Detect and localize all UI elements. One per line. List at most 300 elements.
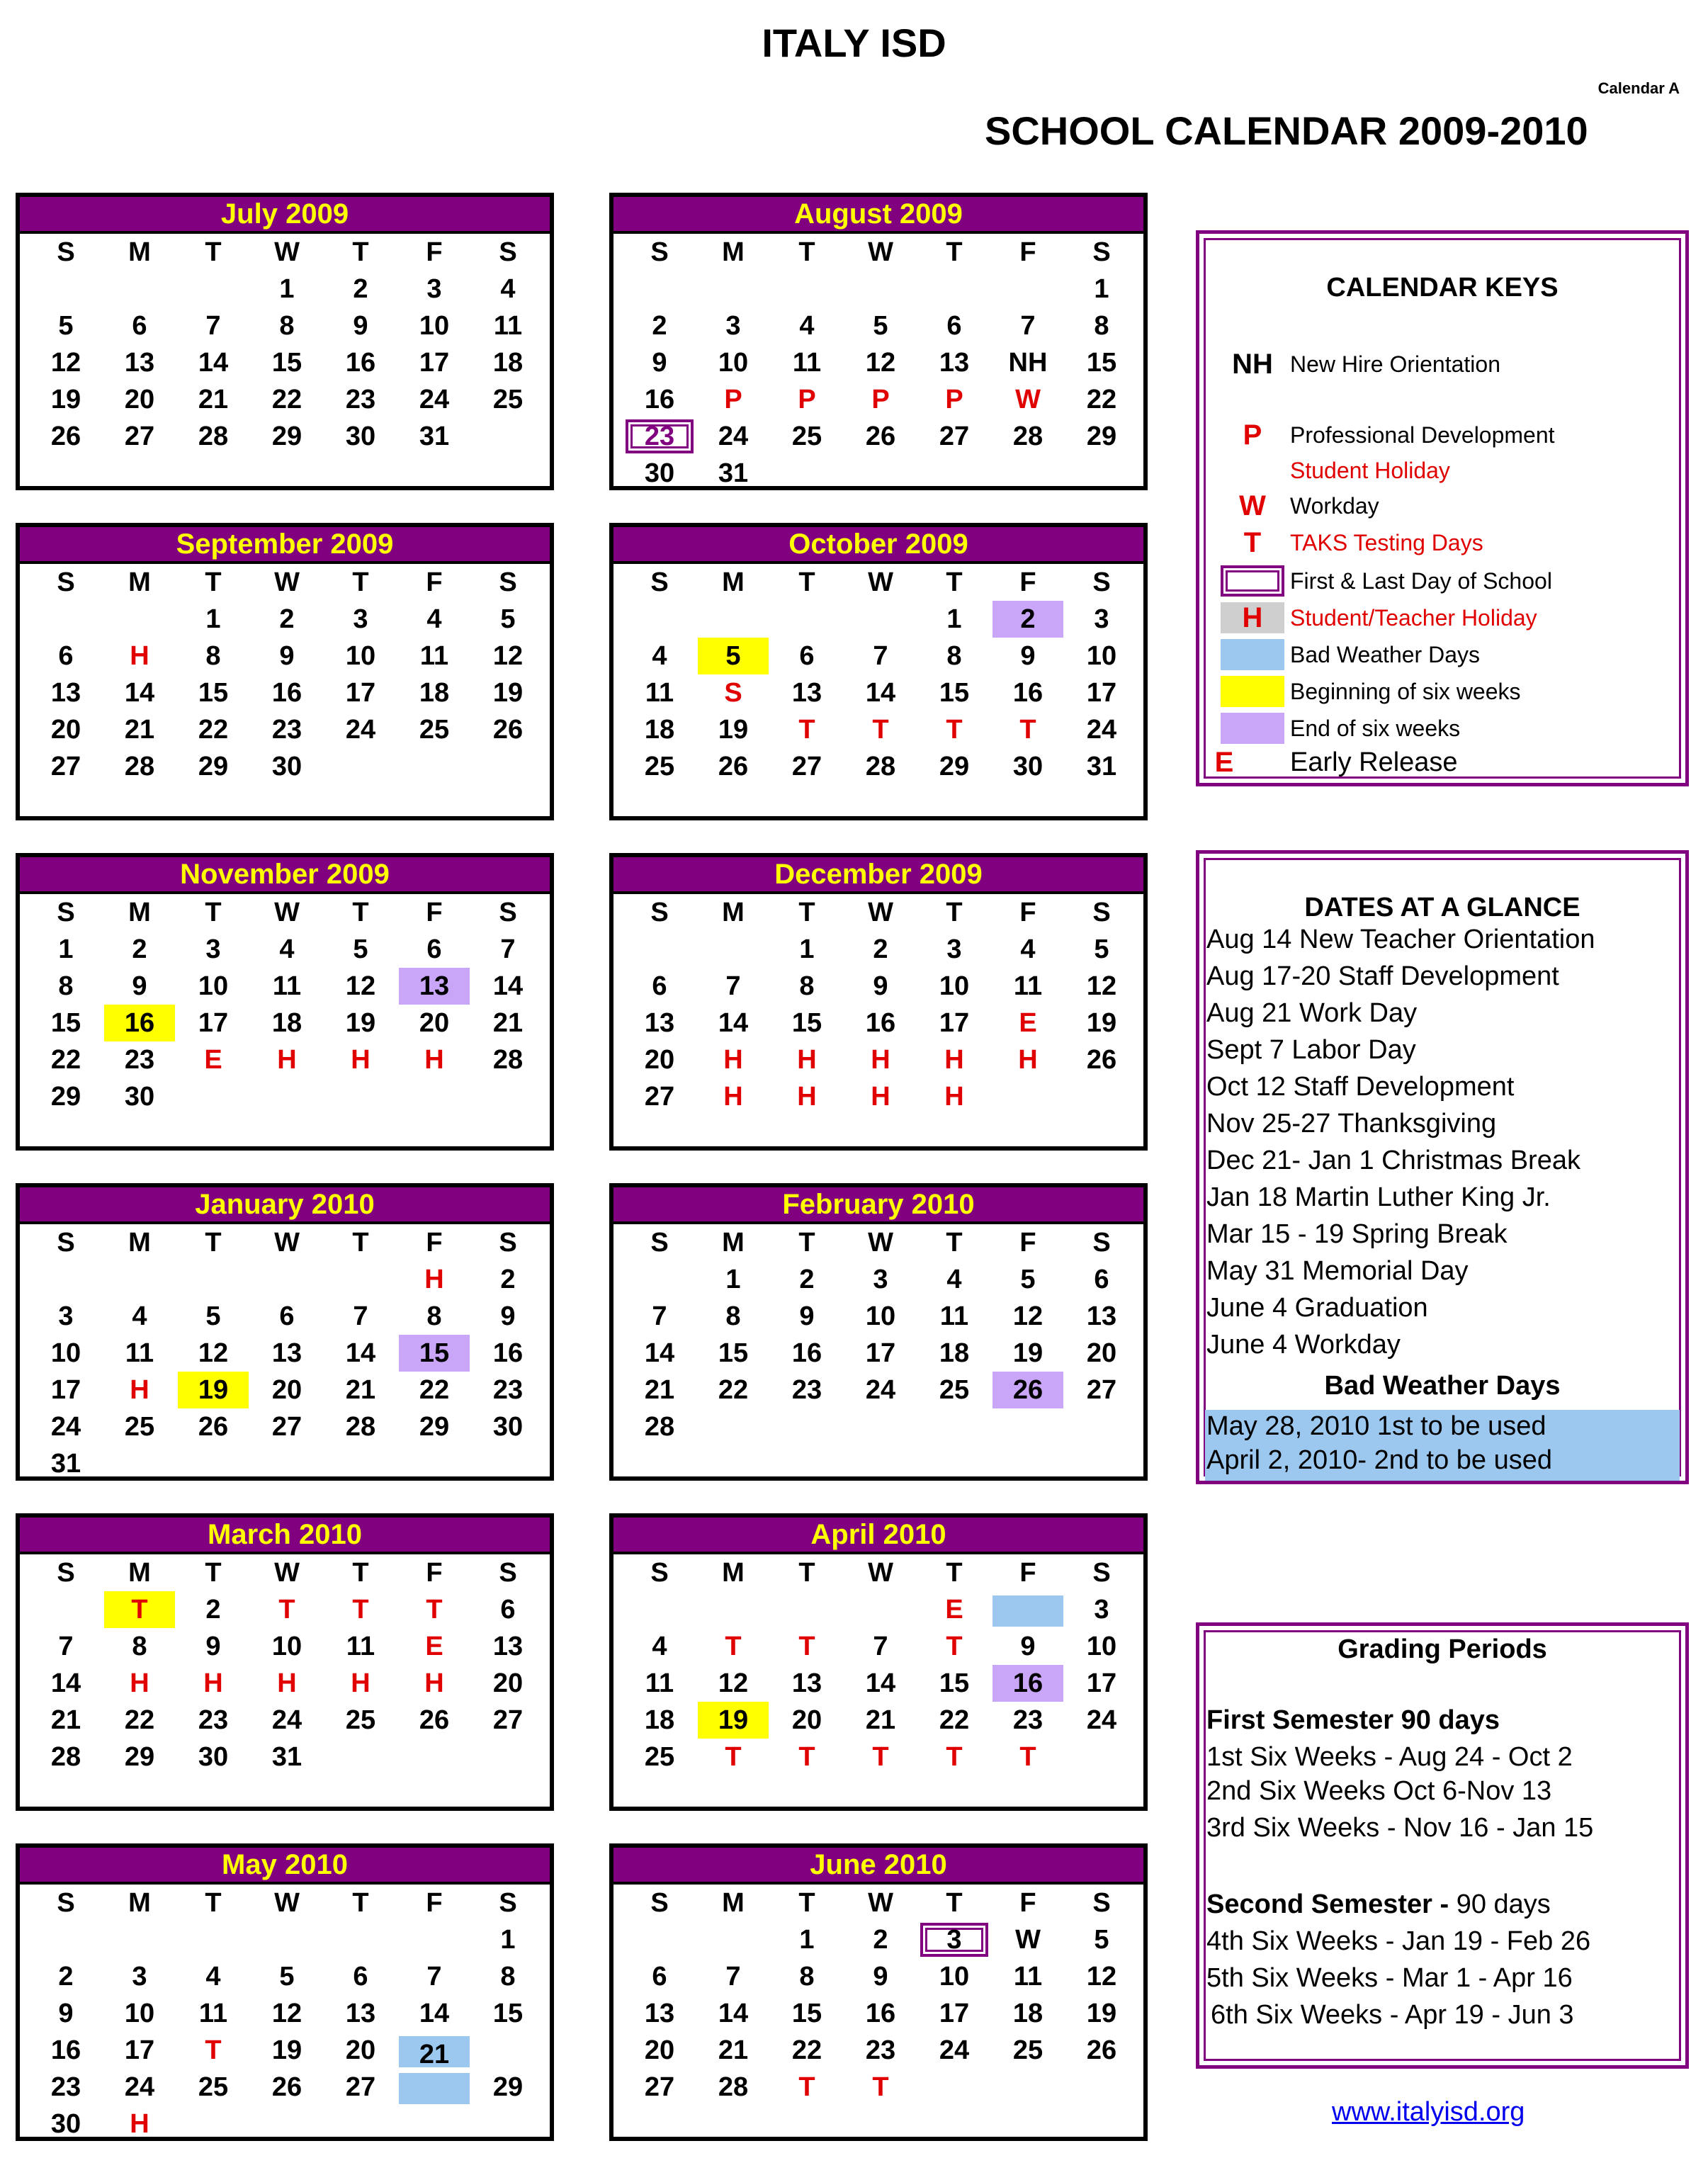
day-cell (1065, 1261, 1138, 1298)
day-value: 26 (1086, 1045, 1117, 1075)
day-cell (471, 344, 545, 381)
day-cell (471, 1372, 545, 1408)
day-cell (397, 1995, 471, 2032)
day-value: 16 (791, 1338, 822, 1368)
day-value: E (1019, 1008, 1037, 1038)
day-cell (176, 674, 250, 711)
day-cell (991, 344, 1065, 381)
weekday-label: T (352, 898, 369, 927)
day-cell (324, 271, 397, 307)
day-value: 7 (205, 311, 221, 341)
day-cell (250, 748, 324, 785)
glance-item: Oct 12 Staff Development (1206, 1072, 1515, 1102)
day-value: 14 (345, 1338, 376, 1368)
day-value: 19 (1012, 1338, 1044, 1368)
day-cell (324, 1298, 397, 1335)
day-cell (324, 2032, 397, 2069)
weekday-label: S (1092, 898, 1111, 927)
day-value: 12 (50, 348, 81, 378)
day-cell (103, 1591, 176, 1628)
month-calendar (16, 1513, 554, 1811)
day-value: 6 (279, 1301, 295, 1331)
day-cell (397, 1408, 471, 1445)
glance-item: June 4 Graduation (1206, 1293, 1428, 1323)
sem2-item-2: 5th Six Weeks - Mar 1 - Apr 16 (1206, 1963, 1573, 1993)
day-value: 11 (645, 1668, 674, 1698)
day-value: 23 (492, 1375, 524, 1405)
weekday-label: M (722, 237, 745, 267)
month-title: March 2010 (20, 1518, 550, 1554)
day-cell (770, 2032, 844, 2069)
day-value: 5 (58, 311, 74, 341)
day-value: T (104, 1591, 175, 1628)
day-value: 30 (644, 458, 675, 488)
day-value: 22 (124, 1705, 155, 1735)
day-cell (770, 1995, 844, 2032)
day-cell (770, 2069, 844, 2106)
day-value: 12 (492, 641, 524, 671)
day-value: 16 (865, 1999, 896, 2028)
day-cell (29, 1445, 103, 1482)
day-value: 17 (419, 348, 450, 378)
day-cell (917, 1372, 991, 1408)
day-cell (623, 1665, 696, 1702)
day-value: 21 (50, 1705, 81, 1735)
day-cell (917, 1702, 991, 1739)
day-value: 9 (353, 311, 368, 341)
day-cell (917, 381, 991, 418)
day-cell (103, 1335, 176, 1372)
day-value: 27 (644, 2072, 675, 2102)
day-cell (324, 968, 397, 1005)
day-value: 17 (939, 1008, 970, 1038)
website-link[interactable]: www.italyisd.org (1332, 2097, 1525, 2127)
day-cell (176, 1591, 250, 1628)
day-value: 11 (198, 1999, 228, 2028)
day-cell (250, 1591, 324, 1628)
day-value: H (130, 1375, 149, 1405)
day-value: T (1019, 1742, 1036, 1772)
day-cell (623, 1702, 696, 1739)
day-cell (397, 1665, 471, 1702)
day-cell (471, 1591, 545, 1628)
day-value: 19 (698, 1702, 769, 1739)
day-value: 23 (626, 419, 694, 453)
day-value: 5 (1094, 934, 1109, 964)
month-title: June 2010 (613, 1848, 1143, 1885)
day-value: 22 (50, 1045, 81, 1075)
day-cell (397, 1702, 471, 1739)
glance-item: Jan 18 Martin Luther King Jr. (1206, 1182, 1551, 1212)
day-cell (250, 638, 324, 674)
day-value: 27 (644, 1082, 675, 1112)
day-cell (991, 711, 1065, 748)
weekday-label: T (205, 1558, 222, 1588)
day-cell (696, 1372, 770, 1408)
weekday-label: M (128, 1888, 151, 1918)
day-value: 28 (718, 2072, 749, 2102)
day-cell (103, 1702, 176, 1739)
day-value: 4 (652, 1632, 667, 1661)
day-cell (29, 1005, 103, 1041)
day-cell (176, 711, 250, 748)
month-calendar (609, 523, 1148, 820)
day-cell (397, 931, 471, 968)
month-title: August 2009 (613, 197, 1143, 234)
key-label: Workday (1290, 493, 1379, 519)
day-cell (324, 1702, 397, 1739)
empty-cell (844, 601, 917, 638)
grading-periods-panel (1196, 1622, 1689, 2069)
day-cell (623, 418, 696, 455)
day-value: H (277, 1668, 297, 1698)
day-cell (176, 968, 250, 1005)
day-cell (917, 1005, 991, 1041)
day-cell (324, 1958, 397, 1995)
day-value: H (723, 1045, 743, 1075)
day-cell (696, 1005, 770, 1041)
day-value: 24 (718, 422, 749, 451)
day-value: 9 (132, 971, 147, 1001)
day-value: 25 (644, 1742, 675, 1772)
day-cell (324, 1665, 397, 1702)
empty-cell (696, 1591, 770, 1628)
day-cell (770, 638, 844, 674)
day-value: 3 (1094, 1595, 1109, 1625)
day-cell (696, 1665, 770, 1702)
day-cell (1065, 1372, 1138, 1408)
day-cell (917, 1335, 991, 1372)
day-cell (250, 1702, 324, 1739)
day-cell (103, 1372, 176, 1408)
day-value: 2 (353, 274, 368, 304)
day-value: 18 (419, 678, 450, 708)
day-cell (250, 1958, 324, 1995)
month-calendar (16, 193, 554, 490)
day-value: 16 (50, 2035, 81, 2065)
weekday-label: T (798, 1888, 815, 1918)
day-value: 15 (1086, 348, 1117, 378)
day-cell (770, 931, 844, 968)
day-cell (770, 1078, 844, 1115)
empty-cell (623, 601, 696, 638)
day-cell (29, 1298, 103, 1335)
day-cell (844, 418, 917, 455)
bad-weather-swatch (1221, 639, 1284, 670)
day-value: 16 (492, 1338, 524, 1368)
day-cell (471, 1041, 545, 1078)
weekday-label: F (1019, 1888, 1036, 1918)
glance-item: Aug 14 New Teacher Orientation (1206, 925, 1595, 954)
day-value: 14 (124, 678, 155, 708)
day-cell (696, 418, 770, 455)
day-cell (770, 1372, 844, 1408)
day-cell (917, 1078, 991, 1115)
day-value: H (203, 1668, 223, 1698)
day-value: 30 (271, 752, 302, 781)
weekday-label: S (650, 1888, 669, 1918)
weekday-label: W (274, 898, 300, 927)
day-value: 5 (1020, 1265, 1036, 1294)
month-title: November 2009 (20, 857, 550, 894)
day-value: 22 (419, 1375, 450, 1405)
weekday-label: T (798, 1228, 815, 1258)
day-value: 8 (725, 1301, 741, 1331)
day-value: W (1015, 1925, 1041, 1955)
day-value: 28 (345, 1412, 376, 1442)
day-value: 29 (50, 1082, 81, 1112)
day-cell (103, 1628, 176, 1665)
day-value: H (871, 1082, 890, 1112)
day-value: 11 (1013, 1962, 1043, 1992)
day-value: 17 (865, 1338, 896, 1368)
key-label: Student Holiday (1290, 458, 1450, 483)
day-cell (1065, 2032, 1138, 2069)
day-value: 23 (198, 1705, 229, 1735)
weekday-label: S (1092, 1558, 1111, 1588)
day-cell (1065, 711, 1138, 748)
day-value: 5 (698, 638, 769, 674)
day-cell (103, 1005, 176, 1041)
day-value: 26 (992, 1372, 1063, 1408)
day-value: 11 (272, 971, 302, 1001)
weekday-label: T (205, 1888, 222, 1918)
weekday-label: M (128, 237, 151, 267)
sem1-heading: First Semester 90 days (1206, 1705, 1500, 1735)
day-value: 16 (865, 1008, 896, 1038)
empty-cell (176, 1921, 250, 1958)
sem1-item-2: 2nd Six Weeks Oct 6-Nov 13 (1206, 1776, 1552, 1806)
day-value: 22 (939, 1705, 970, 1735)
sem2-days: 90 days (1456, 1889, 1551, 1919)
day-value: 31 (271, 1742, 302, 1772)
day-value: 1 (946, 604, 962, 634)
day-cell (176, 1628, 250, 1665)
day-cell (176, 638, 250, 674)
day-cell (250, 2032, 324, 2069)
day-cell (324, 344, 397, 381)
day-value: 12 (1086, 971, 1117, 1001)
day-cell (770, 307, 844, 344)
day-cell (324, 638, 397, 674)
empty-cell (696, 1921, 770, 1958)
day-cell (103, 2069, 176, 2106)
empty-cell (250, 1261, 324, 1298)
glance-item: Aug 21 Work Day (1206, 998, 1418, 1028)
day-value: 11 (1013, 971, 1043, 1001)
day-cell (696, 307, 770, 344)
weekday-label: S (499, 1228, 517, 1258)
month-title: December 2009 (613, 857, 1143, 894)
day-value: T (205, 2035, 222, 2065)
day-cell (103, 1041, 176, 1078)
day-cell (770, 1665, 844, 1702)
day-cell (471, 381, 545, 418)
day-value: S (724, 678, 742, 708)
day-cell (844, 381, 917, 418)
day-cell (770, 1628, 844, 1665)
day-value: 11 (939, 1301, 969, 1331)
day-value: 6 (799, 641, 815, 671)
day-cell (176, 1041, 250, 1078)
key-label: Early Release (1290, 747, 1458, 777)
day-value: 16 (345, 348, 376, 378)
weekday-label: S (57, 567, 75, 597)
day-cell (397, 674, 471, 711)
day-cell (623, 711, 696, 748)
weekday-label: F (1019, 898, 1036, 927)
day-cell (29, 1408, 103, 1445)
weekday-label: W (274, 567, 300, 597)
day-cell (1065, 748, 1138, 785)
day-cell (991, 1298, 1065, 1335)
day-grid (20, 1885, 550, 2142)
day-value: 25 (345, 1705, 376, 1735)
day-value: W (1015, 385, 1041, 414)
day-value: 29 (492, 2072, 524, 2102)
key-label: First & Last Day of School (1290, 568, 1552, 594)
day-cell (844, 307, 917, 344)
key-symbol: E (1214, 747, 1234, 778)
day-cell (696, 455, 770, 492)
day-value: 27 (345, 2072, 376, 2102)
day-cell (623, 1298, 696, 1335)
day-cell (1065, 1958, 1138, 1995)
day-value: 12 (865, 348, 896, 378)
empty-cell (770, 601, 844, 638)
day-value: 15 (50, 1008, 81, 1038)
empty-cell (770, 271, 844, 307)
day-value: 14 (492, 971, 524, 1001)
weekday-label: T (352, 1888, 369, 1918)
day-cell (471, 2032, 545, 2069)
day-cell (696, 968, 770, 1005)
day-cell (471, 968, 545, 1005)
day-cell (29, 638, 103, 674)
day-value: 11 (493, 311, 523, 341)
day-grid (20, 894, 550, 1115)
day-cell (397, 1005, 471, 1041)
day-value: E (204, 1045, 222, 1075)
weekday-label: W (274, 1558, 300, 1588)
day-cell (471, 1335, 545, 1372)
day-cell (991, 1591, 1065, 1628)
day-value: 15 (271, 348, 302, 378)
day-value: 28 (50, 1742, 81, 1772)
day-cell (1065, 381, 1138, 418)
day-cell (250, 1298, 324, 1335)
day-cell (623, 1739, 696, 1775)
day-value: 14 (865, 1668, 896, 1698)
month-calendar (16, 1183, 554, 1481)
day-cell (29, 381, 103, 418)
day-cell (176, 1408, 250, 1445)
day-cell (324, 1408, 397, 1445)
day-value: 18 (644, 715, 675, 745)
day-value: 10 (718, 348, 749, 378)
day-cell (471, 1921, 545, 1958)
day-value: H (723, 1082, 743, 1112)
day-value: T (946, 1632, 963, 1661)
day-cell (917, 1921, 991, 1958)
day-cell (324, 1372, 397, 1408)
day-value: 30 (198, 1742, 229, 1772)
day-cell (917, 968, 991, 1005)
day-value: 21 (644, 1375, 675, 1405)
day-value: 9 (799, 1301, 815, 1331)
day-value: 27 (1086, 1375, 1117, 1405)
day-value: 13 (939, 348, 970, 378)
day-value: 3 (920, 1923, 988, 1957)
weekday-label: W (274, 1888, 300, 1918)
day-value: H (424, 1045, 444, 1075)
glance-item: May 31 Memorial Day (1206, 1256, 1469, 1286)
day-value: H (424, 1265, 444, 1294)
day-cell (397, 638, 471, 674)
day-value: 10 (1086, 641, 1117, 671)
day-value: 28 (124, 752, 155, 781)
day-value: 1 (799, 1925, 815, 1955)
month-calendar (16, 1843, 554, 2141)
day-cell (1065, 1995, 1138, 2032)
day-cell (991, 2032, 1065, 2069)
day-cell (471, 1408, 545, 1445)
weekday-label: S (650, 898, 669, 927)
day-value: 1 (1094, 274, 1109, 304)
day-cell (324, 418, 397, 455)
day-cell (471, 271, 545, 307)
day-cell (471, 711, 545, 748)
day-value: 13 (791, 678, 822, 708)
day-cell (1065, 307, 1138, 344)
day-cell (29, 1958, 103, 1995)
day-cell (324, 1591, 397, 1628)
month-title: May 2010 (20, 1848, 550, 1885)
day-cell (770, 1261, 844, 1298)
key-label: Beginning of six weeks (1290, 679, 1521, 704)
day-cell (250, 1665, 324, 1702)
day-value: 30 (492, 1412, 524, 1442)
day-cell (623, 2032, 696, 2069)
day-value: 13 (271, 1338, 302, 1368)
weekday-label: W (274, 237, 300, 267)
day-cell (471, 307, 545, 344)
empty-cell (250, 1921, 324, 1958)
day-cell (250, 1335, 324, 1372)
day-value: 6 (58, 641, 74, 671)
day-value: 11 (346, 1632, 375, 1661)
day-value: 19 (718, 715, 749, 745)
weekday-label: S (57, 237, 75, 267)
day-value: 1 (205, 604, 221, 634)
key-label: Student/Teacher Holiday (1290, 605, 1537, 631)
day-value: 21 (198, 385, 229, 414)
day-grid (613, 1885, 1143, 2106)
day-cell (696, 1335, 770, 1372)
day-value: 3 (725, 311, 741, 341)
day-cell (917, 1261, 991, 1298)
day-cell (991, 1628, 1065, 1665)
weekday-label: T (205, 898, 222, 927)
day-cell (844, 1041, 917, 1078)
day-value: 24 (345, 715, 376, 745)
day-cell (844, 1005, 917, 1041)
sem2-heading-label: Second Semester - (1206, 1889, 1449, 1919)
weekday-label: W (868, 237, 893, 267)
day-value: 17 (198, 1008, 229, 1038)
day-cell (471, 638, 545, 674)
day-cell (397, 1041, 471, 1078)
